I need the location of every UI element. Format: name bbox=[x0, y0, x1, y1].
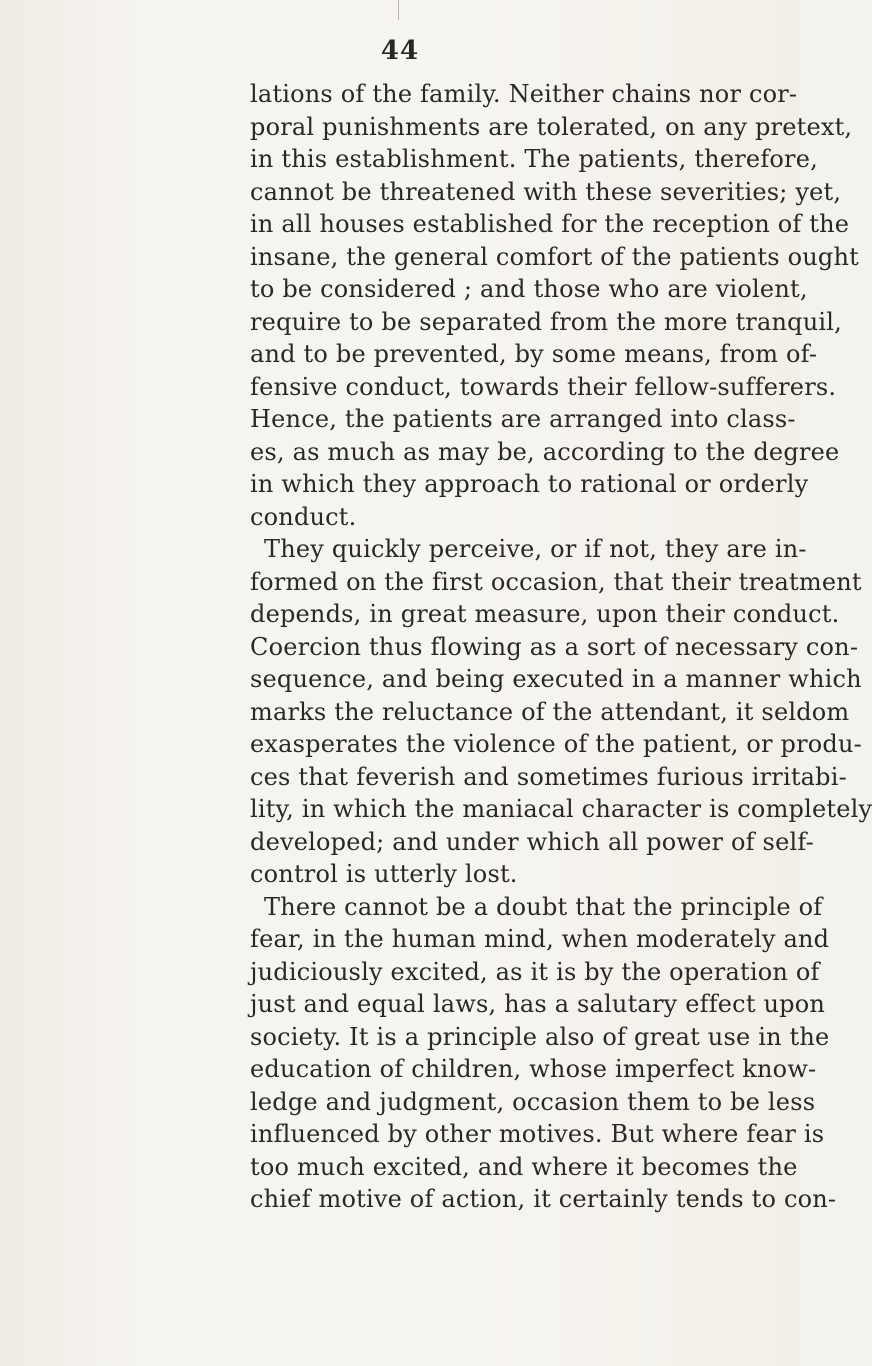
text-line: poral punishments are tolerated, on any pretext, bbox=[250, 112, 853, 141]
text-line: lations of the family. Neither chains nor cor- bbox=[250, 80, 798, 108]
text-line: education of children, whose imperfect know- bbox=[250, 1055, 817, 1083]
text-line: They quickly perceive, or if not, they are in- bbox=[264, 535, 807, 563]
text-line: fear, in the human mind, when moderately and bbox=[250, 925, 830, 953]
text-line: control is utterly lost. bbox=[250, 860, 518, 888]
text-line: require to be separated from the more tranquil, bbox=[250, 307, 842, 336]
text-line: just and equal laws, has a salutary effect upon bbox=[250, 990, 826, 1018]
text-line: judiciously excited, as it is by the operation of bbox=[250, 957, 820, 986]
text-line: chief motive of action, it certainly tends to con- bbox=[250, 1185, 837, 1213]
text-line: to be considered ; and those who are violent, bbox=[250, 275, 808, 303]
text-line: and to be prevented, by some means, from of- bbox=[250, 340, 818, 368]
text-line: conduct. bbox=[250, 502, 357, 531]
text-line: too much excited, and where it becomes the bbox=[250, 1152, 798, 1181]
text-line: There cannot be a doubt that the principle of bbox=[264, 892, 823, 921]
body-text bbox=[250, 78, 872, 1216]
text-line: marks the reluctance of the attendant, it seldom bbox=[250, 697, 850, 726]
text-line: in this establishment. The patients, therefore, bbox=[250, 145, 818, 173]
text-line: Hence, the patients are arranged into class- bbox=[250, 405, 796, 433]
text-line: depends, in great measure, upon their conduct. bbox=[250, 600, 840, 628]
text-line: sequence, and being executed in a manner which bbox=[250, 665, 862, 693]
text-line: developed; and under which all power of self- bbox=[250, 827, 814, 856]
text-line: society. It is a principle also of great use in the bbox=[250, 1022, 830, 1051]
text-line: fensive conduct, towards their fellow-sufferers. bbox=[250, 372, 837, 401]
text-line: exasperates the violence of the patient, or produ- bbox=[250, 730, 862, 758]
page-fold-line bbox=[398, 0, 399, 20]
text-line: influenced by other motives. But where fear is bbox=[250, 1120, 825, 1148]
text-line: es, as much as may be, according to the degree bbox=[250, 437, 840, 466]
text-line: cannot be threatened with these severities; yet, bbox=[250, 177, 842, 206]
text-line: Coercion thus flowing as a sort of necessary con- bbox=[250, 632, 859, 661]
text-line: in all houses established for the reception of the bbox=[250, 210, 850, 238]
text-line: insane, the general comfort of the patients ought bbox=[250, 242, 859, 271]
page-number: 44 bbox=[380, 36, 420, 66]
text-line: in which they approach to rational or orderly bbox=[250, 470, 809, 498]
text-line: lity, in which the maniacal character is completely bbox=[250, 795, 872, 823]
text-line: ledge and judgment, occasion them to be less bbox=[250, 1087, 816, 1116]
text-line: formed on the first occasion, that their treatment bbox=[250, 567, 862, 596]
text-line: ces that feverish and sometimes furious irritabi- bbox=[250, 762, 847, 791]
